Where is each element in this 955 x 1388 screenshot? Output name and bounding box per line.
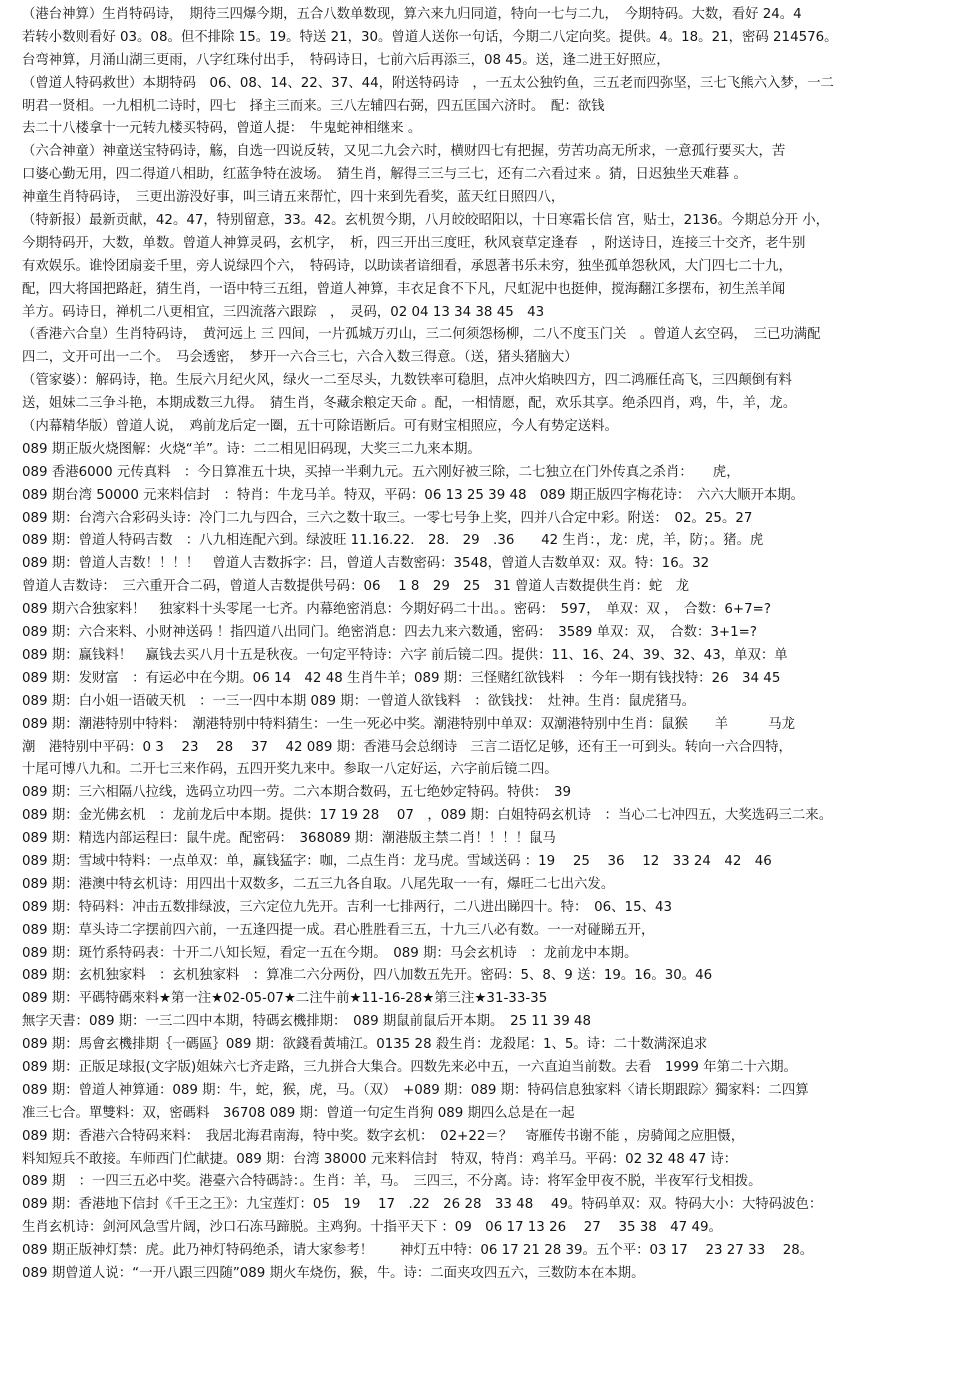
text-line: 089 期：香港六合特码来料： 我居北海君南海，特中奖。数字玄机： 02+22＝？ 寄雁传书谢不能 ，房骑闻之应胆慑， (22, 1128, 745, 1144)
text-line: （内幕精华版）曾道人说， 鸡前龙后定一圈，五十可除语断后。可有财宝相照应，今人有势定送料。 (22, 419, 618, 435)
text-line: 神童生肖特码诗， 三更出游没好事，叫三请五来帮忙，四十来到先看奖，蓝天红日照四八， (22, 190, 565, 206)
text-line: 089 期：平碼特碼來料★第一注★02-05-07★二注牛前★11-16-28★第三注★31-33-35 (22, 991, 548, 1007)
text-line: 089 期 ：一四三五必中奖。港臺六合特碼詩：。生肖：羊，马。 三四三，不分离。诗：将军金甲夜不脱，半夜军行戈相拨。 (22, 1174, 762, 1190)
text-line: 089 期：港澳中特玄机诗：用四出十双数多，二五三九各自取。八尾先取一一有，爆旺二七出六发。 (22, 876, 615, 892)
text-line: 089 期：草头诗二字摆前四六前，一五逢四提一成。君心胜胜看三五，十九三八必有数。一一对碰睇五开， (22, 922, 655, 938)
text-line: 口婆心勤无用，四二得道八相助，红蓝争特在波场。 猜生肖，解得三三与三七，还有二六看过来 。猜，日迟独坐天难暮 。 (22, 167, 747, 183)
text-line: 無字天書：089 期：一三二四中本期，特碼玄機排期： 089 期鼠前鼠后开本期。 25 11 39 48 (22, 1014, 592, 1030)
text-line: 若转小数则看好 03。08。但不排除 15。19。特送 21，30。曾道人送你一句话，今期二八定向奖。提供。4。18。21，密码 214576。 (22, 29, 838, 45)
text-line: 089 期：特码料：冲击五数排绿波，三六定位九先开。吉利一七排两行，二八进出睇四十。特： 06、15、43 (22, 899, 673, 915)
text-line: 今期特码开，大数，单数。曾道人神算灵码，玄机字， 析，四三开出三度旺，秋风衰草定逢春 ，附送诗日，连接三十交齐，老牛别 (22, 235, 806, 251)
text-line: 089 期：玄机独家料 ：玄机独家料 ：算准二六分两份，四八加数五先开。密码：5、8、9 送：19。16。30。46 (22, 968, 713, 984)
text-line: 四二，文开可出一二个。 马会透密， 梦开一六合三七，六合入数三得意。（送，猪头猪脑大） (22, 350, 578, 366)
text-line: 089 期：白小姐一语破天机 ：一三一四中本期 089 期：一曾道人欲钱料 ：欲钱找： 灶神。生肖：鼠虎猪马。 (22, 693, 696, 709)
text-line: 089 期：金光佛玄机 ：龙前龙后中本期。提供：17 19 28 07 ，089 期：白姐特码玄机诗 ：当心二七冲四五，大奖选码三二来。 (22, 808, 833, 824)
text-line: 089 期：台湾六合彩码头诗：冷门二九与四合，三六之数十取三。一零七号争上奖，四并八合定中彩。附送： 02。25。27 (22, 510, 753, 526)
text-line: （港台神算）生肖特码诗， 期待三四爆今期，五合八数单数现，算六来九归同道，特向一七与二九， 今期特码。大数，看好 24。4 (22, 7, 802, 22)
text-line: 羊方。码诗日，禅机二八更相宜，三四流落六跟踪 ， 灵码，02 04 13 34 38 45 43 (22, 304, 545, 320)
text-line: 089 期：斑竹系特码表：十开二八知长短，看定一五在今期。 089 期：马会玄机诗 ：龙前龙中本期。 (22, 945, 638, 961)
text-line: 089 期：馬會玄機排期｛一碼區｝089 期：欲錢看黃埔江。0135 28 殺生肖：龙殺尾：1、5。诗：二十数满深追求 (22, 1037, 708, 1053)
text-line: 曾道人吉数诗： 三六重开合二码，曾道人吉数提供号码：06 1 8 29 25 31 曾道人吉数提供生肖：蛇 龙 (22, 579, 690, 595)
text-line: （管家婆）：解码诗，艳。生辰六月纪火风，绿火一二至尽头，九数铁率可稳胆，点冲火焰映四方，四二鸿雁任高飞，三四颠倒有料 (22, 373, 792, 389)
text-line: 089 期正版神灯禁：虎。此乃神灯特码绝杀，请大家参考！ 神灯五中特：06 17 21 28 39。五个平：03 17 23 27 33 28。 (22, 1243, 814, 1259)
text-line: 089 期：曾道人神算通：089 期：牛，蛇，猴，虎，马。（双） +089 期：089 期：特码信息独家料〈请长期跟踪〉獨家料：二四算 (22, 1082, 809, 1098)
text-line: 089 期台湾 50000 元来料信封 ：特肖：牛龙马羊。特双，平码：06 13 25 39 48 089 期正版四字梅花诗： 六六大顺开本期。 (22, 487, 805, 503)
text-line: 十尾可博八九和。二开七三来作码，五四开奖九来中。参取一八定好运，六字前后镜二四。 (22, 762, 558, 778)
text-line: 089 期：香港地下信封《千王之王》：九宝莲灯：05 19 17 .22 26 28 33 48 49。特码单双：双。特码大小：大特码波色： (22, 1197, 823, 1213)
text-line: 089 期：曾道人吉数！！！！ 曾道人吉数拆字：吕，曾道人吉数密码：3548，曾道人吉数单双：双。特：16。32 (22, 556, 710, 572)
text-line: 去二十八楼拿十一元转九楼买特码，曾道人提： 牛鬼蛇神相继来 。 (22, 121, 422, 137)
text-line: 有欢娱乐。谁怜团扇妾千里，旁人说绿四个六， 特码诗，以助读者谙细看，承恩著书乐未穷，独坐孤单怨秋风，大门四七二十九， (22, 258, 792, 274)
text-line: 089 期：三六相隔八拉线，选码立功四一劳。二六本期合数码，五七绝妙定特码。特供： 39 (22, 785, 571, 801)
text-line: 生肖玄机诗：剑河风急雪片阔，沙口石冻马蹄脱。主鸡狗。十指平天下 ：09 06 17 13 26 27 35 38 47 49。 (22, 1220, 722, 1236)
text-line: 089 香港6000 元传真料 ：今日算准五十块，买掉一半剩九元。五六刚好被三除，二七独立在门外传真之杀肖： 虎， (22, 464, 740, 480)
text-line: 台弯神算，月涌山湖三更雨，八字红珠付出手， 特码诗日，七前六后再添三，08 45。送，逢二进王好照应， (22, 52, 670, 68)
text-line: 089 期曾道人说：“一开八跟三四随”089 期火车烧伤，猴，牛。诗：二面夹攻四五六，三数防本在本期。 (22, 1265, 645, 1281)
text-line: 089 期：赢钱料！ 赢钱去买八月十五是秋夜。一句定平特诗：六字 前后镜二四。提供：11、16、24、39、32、43，单双：单 (22, 647, 788, 663)
text-line: 送，姐妹二三争斗艳，本期成数三九得。 猜生肖，冬藏余粮定天命 。配，一相情愿，配，欢乐其享。绝杀四肖，鸡，牛，羊，龙。 (22, 396, 797, 412)
text-line: 089 期：正版足球报(文字版)姐妹六七齐走路，三九拼合大集合。四数先来必中五，一六直迫当前数。去看 1999 年第二十六期。 (22, 1059, 797, 1075)
text-line: （香港六合皇）生肖特码诗， 黄河远上 三 四间，一片孤城万刃山，三二何须怨杨柳，二八不度玉门关 。曾道人玄空码， 三已功满配 (22, 327, 821, 343)
text-line: 配，四大将国把路赶，猜生肖，一语中特三五组，曾道人神算，丰衣足食不下凡，尺虹泥中也挺伸，搅海翻江多摆布，初生羔羊闻 (22, 281, 786, 297)
text-line: 料知短兵不敢接。车师西门伫献捷。089 期：台湾 38000 元来料信封 特双，特肖：鸡羊马。平码：02 32 48 47 诗： (22, 1151, 738, 1167)
text-line: 089 期：精选内部运程曰：鼠牛虎。配密码： 368089 期：潮港版主禁二肖！！！！鼠马 (22, 831, 556, 847)
text-line: 准三七合。單雙料：双，密碼料 36708 089 期：曾道一句定生肖狗 089 期四么总是在一起 (22, 1105, 575, 1121)
text-line: 089 期：雪域中特料：一点单双：单，赢钱猛字：咖，二点生肖：龙马虎。雪域送码 ：19 25 36 12 33 24 42 46 (22, 853, 772, 869)
text-line: 明君一贤相。一九相机二诗时，四七 择主三而来。三八左辅四右弼，四五匡国六济时。 配：欲钱 (22, 98, 605, 114)
text-line: 089 期：发财富 ：有运必中在今期。06 14 42 48 生肖牛羊；089 期：三怪赌红欲钱料 ：今年一期有钱找特：26 34 45 (22, 670, 781, 686)
text-line: 089 期六合独家料！ 独家料十头零尾一七齐。内幕绝密消息：今期好码二十出。。密码： 597， 单双：双 ， 合数：6+7=? (22, 602, 771, 618)
text-line: 潮 港特别中平码：0 3 23 28 37 42 089 期：香港马会总纲诗 三言二语忆足够，还有王一可到头。转向一六合四特， (22, 739, 792, 755)
text-line: 089 期正版火烧图解：火烧“羊”。诗：二二相见旧码现，大奖三二九来本期。 (22, 441, 481, 457)
text-line: （特新报）最新贡献，42。47，特别留意，33。42。玄机贺今期，八月皎皎昭阳以，十日寒霜长信 宫，贴士，2136。今期总分开 小， (22, 213, 830, 229)
text-line: （曾道人特码救世）本期特码 06、08、14、22、37、44，附送特码诗 ，一五太公独钓鱼，三五老而四弥坚，三七飞熊六入梦，一二 (22, 75, 834, 91)
text-line: 089 期：六合来料、小财神送码 ！指四道八出同门。绝密消息：四去九来六数通，密码： 3589 单双：双， 合数：3+1=? (22, 625, 757, 641)
text-line: （六合神童）神童送宝特码诗，觞，自选一四说反转，又见二九会六时，横财四七有把握，劳苦功高无所求，一意孤行要买大，苦 (22, 144, 786, 160)
text-line: 089 期：潮港特别中特料： 潮港特别中特料猜生：一生一死必中奖。潮港特别中单双：双潮港特别中生肖：鼠猴 羊 马龙 (22, 716, 795, 732)
text-line: 089 期：曾道人特码吉数 ：八九相连配六到。绿波旺 11.16.22. 28. 29 .36 42 生肖：，龙：虎，羊，防；。猪。虎 (22, 533, 764, 549)
